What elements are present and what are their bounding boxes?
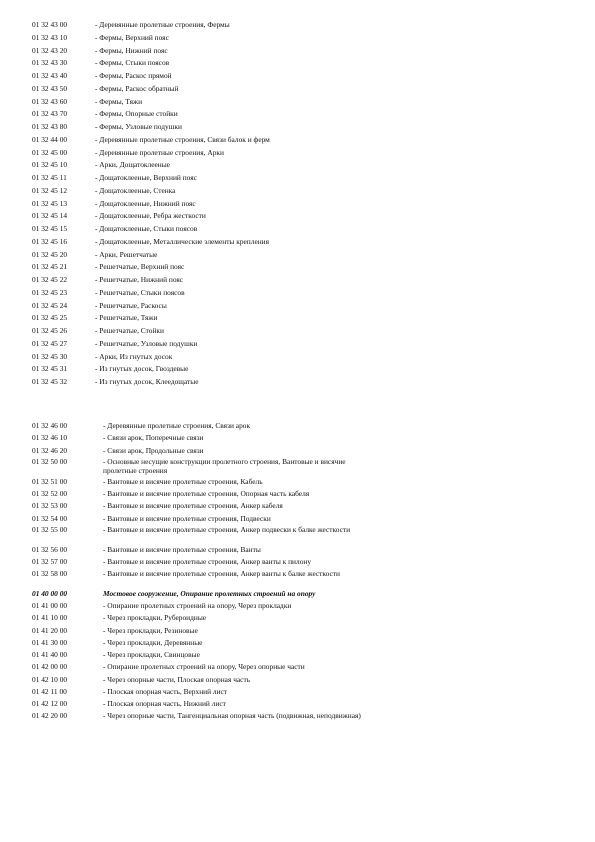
item-description: - Через прокладки, Свинцовые [103, 650, 200, 660]
item-code: 01 32 43 00 [32, 20, 68, 29]
list-item [0, 625, 595, 637]
list-item [0, 223, 595, 236]
item-description: - Фермы, Тяжи [95, 96, 143, 106]
item-code: 01 32 45 20 [32, 249, 68, 259]
item-code: 01 32 43 60 [32, 96, 68, 106]
item-code: 01 32 45 15 [32, 224, 68, 233]
item-description: - Связи арок, Продольные связи [103, 445, 204, 455]
item-code: 01 32 43 80 [32, 122, 68, 131]
item-description: - Через опорные части, Тангенциальная опорная часть (подвижная, неподвижная) [103, 710, 361, 720]
list-item [0, 134, 595, 147]
item-description: - Через прокладки, Деревянные [103, 637, 203, 647]
list-item [0, 198, 595, 211]
item-description: - Через прокладки, Резиновые [103, 625, 198, 635]
item-description: - Арки, Решетчатые [95, 249, 158, 259]
list-item [0, 338, 595, 351]
item-code: 01 32 43 10 [32, 32, 68, 42]
item-code: 01 32 43 20 [32, 45, 68, 55]
item-description: - Дощатоклееные, Ребра жесткости [95, 211, 206, 221]
list-item [0, 261, 595, 274]
list-item [0, 612, 595, 624]
list-item [0, 376, 595, 389]
list-item [0, 147, 595, 160]
item-description: - Решетчатые, Тяжи [95, 313, 158, 323]
item-code: 01 32 44 00 [32, 134, 68, 144]
list-item [0, 96, 595, 109]
item-code: 01 42 11 00 [32, 687, 67, 697]
item-code: 01 41 10 00 [32, 613, 68, 623]
item-code: 01 32 53 00 [32, 501, 68, 511]
item-description: - Арки, Из гнутых досок [95, 351, 173, 361]
item-code: 01 42 10 00 [32, 674, 68, 684]
item-description: - Деревянные пролетные строения, Связи балок и ферм [95, 134, 270, 144]
item-code: 01 32 43 30 [32, 58, 68, 68]
item-code: 01 42 00 00 [32, 662, 68, 672]
item-description: - Фермы, Нижний пояс [95, 45, 168, 55]
list-item [0, 500, 595, 512]
item-code: 01 41 20 00 [32, 625, 68, 635]
list-item [0, 649, 595, 661]
item-code: 01 32 55 00 [32, 525, 68, 535]
item-code: 01 32 43 40 [32, 71, 68, 80]
item-code: 01 32 45 11 [32, 173, 67, 182]
list-item [0, 637, 595, 649]
list-item [0, 185, 595, 198]
item-description: - Решетчатые, Стойки [95, 326, 164, 335]
item-code: 01 32 45 25 [32, 313, 68, 323]
list-item [0, 57, 595, 70]
list-item [0, 457, 595, 476]
list-item [0, 300, 595, 313]
item-description: - Фермы, Раскос обратный [95, 83, 179, 93]
list-item [0, 121, 595, 134]
item-code: 01 32 50 00 [32, 456, 68, 466]
item-description: - Опирание пролетных строений на опору, Через опорные части [103, 662, 305, 672]
item-code: 01 32 46 00 [32, 421, 68, 430]
code-list-section-2 [0, 420, 595, 730]
item-description: - Через прокладки, Рубероидные [103, 613, 207, 623]
item-description: - Фермы, Верхний пояс [95, 32, 169, 42]
item-code: 01 42 20 00 [32, 710, 68, 720]
list-item [0, 159, 595, 172]
item-description: - Вантовые и висячие пролетные строения, Анкер подвески к балке жесткости [103, 525, 351, 535]
item-code: 01 32 45 27 [32, 338, 68, 348]
list-item [0, 108, 595, 121]
item-description: - Деревянные пролетные строения, Связи арок [103, 421, 251, 430]
item-code: 01 32 56 00 [32, 545, 68, 555]
list-item [0, 70, 595, 83]
list-item [0, 236, 595, 249]
item-description: - Через опорные части, Плоская опорная часть [103, 674, 251, 684]
item-code: 01 32 45 26 [32, 326, 68, 335]
item-description: - Из гнутых досок, Клеедощатые [95, 377, 199, 386]
list-item [0, 274, 595, 287]
item-description: - Вантовые и висячие пролетные строения, Анкер кабеля [103, 501, 283, 511]
item-description: - Дощатоклееные, Металлические элементы крепления [95, 236, 270, 246]
list-item [0, 488, 595, 500]
list-item [0, 32, 595, 45]
item-description: - Решетчатые, Нижний пояс [95, 275, 184, 284]
item-description: - Вантовые и висячие пролетные строения, Анкер ванты к балке жесткости [103, 568, 340, 578]
item-description: - Основные несущие конструкции пролетного строения, Вантовые и висячие пролетные строения [103, 456, 346, 476]
code-list-section-1 [0, 19, 595, 389]
item-description: - Вантовые и висячие пролетные строения, Анкер ванты к пилону [103, 557, 312, 567]
item-description: - Связи арок, Поперечные связи [103, 433, 204, 443]
item-code: 01 32 43 50 [32, 83, 68, 93]
list-item [0, 588, 595, 600]
list-item [0, 363, 595, 376]
item-description: - Дощатоклееные, Стыки поясов [95, 224, 198, 233]
item-code: 01 41 40 00 [32, 650, 68, 660]
item-code: 01 40 00 00 [32, 588, 68, 598]
item-description: - Дощатоклееные, Стенка [95, 185, 176, 195]
item-code: 01 32 45 31 [32, 364, 68, 374]
item-code: 01 32 45 32 [32, 377, 68, 386]
item-code: 01 32 51 00 [32, 476, 68, 486]
item-description: - Плоская опорная часть, Нижний лист [103, 699, 226, 709]
item-description: - Решетчатые, Стыки поясов [95, 287, 185, 297]
item-description: - Деревянные пролетные строения, Арки [95, 147, 224, 157]
item-description: - Решетчатые, Верхний пояс [95, 262, 185, 272]
item-description: - Фермы, Раскос прямой [95, 71, 172, 80]
list-item [0, 600, 595, 612]
item-code: 01 32 46 20 [32, 445, 68, 455]
item-description: - Решетчатые, Узловые подушки [95, 338, 198, 348]
list-item [0, 513, 595, 525]
item-code: 01 32 45 24 [32, 300, 68, 310]
item-code: 01 32 46 10 [32, 433, 68, 443]
item-code: 01 32 45 00 [32, 147, 68, 157]
item-code: 01 32 58 00 [32, 568, 68, 578]
list-item [0, 569, 595, 588]
item-description: - Опирание пролетных строений на опору, Через прокладки [103, 600, 292, 610]
list-item [0, 249, 595, 262]
item-description: - Фермы, Опорные стойки [95, 109, 178, 119]
item-code: 01 32 45 12 [32, 185, 68, 195]
list-item [0, 83, 595, 96]
list-item [0, 325, 595, 338]
list-item [0, 525, 595, 544]
list-item [0, 698, 595, 710]
item-code: 01 32 57 00 [32, 557, 68, 567]
item-description: - Дощатоклееные, Верхний пояс [95, 173, 197, 182]
list-item [0, 210, 595, 223]
item-code: 01 32 45 16 [32, 236, 68, 246]
item-description: - Плоская опорная часть, Верхний лист [103, 687, 228, 697]
item-description: - Дощатоклееные, Нижний пояс [95, 198, 196, 208]
item-code: 01 32 45 13 [32, 198, 68, 208]
list-item [0, 287, 595, 300]
item-code: 01 32 45 30 [32, 351, 68, 361]
item-description: - Вантовые и висячие пролетные строения, Подвески [103, 513, 271, 523]
list-item [0, 476, 595, 488]
item-description: - Вантовые и висячие пролетные строения, Ванты [103, 545, 261, 555]
item-code: 01 32 45 10 [32, 160, 68, 170]
item-code: 01 32 45 22 [32, 275, 68, 284]
list-item [0, 312, 595, 325]
list-item [0, 544, 595, 556]
item-description: - Вантовые и висячие пролетные строения, Опорная часть кабеля [103, 489, 310, 499]
list-item [0, 351, 595, 364]
item-description: - Из гнутых досок, Гвоздевые [95, 364, 189, 374]
list-item [0, 432, 595, 444]
item-code: 01 41 00 00 [32, 600, 68, 610]
list-item [0, 420, 595, 432]
list-item [0, 686, 595, 698]
item-code: 01 42 12 00 [32, 699, 68, 709]
item-code: 01 32 45 14 [32, 211, 68, 221]
item-description: - Арки, Дощатоклееные [95, 160, 170, 170]
item-description: - Деревянные пролетные строения, Фермы [95, 20, 230, 29]
list-item [0, 172, 595, 185]
item-code: 01 32 52 00 [32, 489, 68, 499]
item-description: - Вантовые и висячие пролетные строения, Кабель [103, 476, 263, 486]
item-code: 01 32 45 21 [32, 262, 68, 272]
list-item [0, 19, 595, 32]
item-description: - Фермы, Стыки поясов [95, 58, 170, 68]
item-code: 01 32 43 70 [32, 109, 68, 119]
list-item [0, 711, 595, 730]
item-code: 01 32 45 23 [32, 287, 68, 297]
item-code: 01 41 30 00 [32, 637, 68, 647]
item-description: - Фермы, Узловые подушки [95, 122, 182, 131]
list-item [0, 674, 595, 686]
item-code: 01 32 54 00 [32, 513, 68, 523]
item-description: - Решетчатые, Раскосы [95, 300, 167, 310]
list-item [0, 556, 595, 568]
list-item [0, 45, 595, 58]
list-item [0, 661, 595, 673]
list-item [0, 445, 595, 457]
item-description: Мостовое сооружение, Опирание пролетных строений на опору [103, 588, 316, 598]
